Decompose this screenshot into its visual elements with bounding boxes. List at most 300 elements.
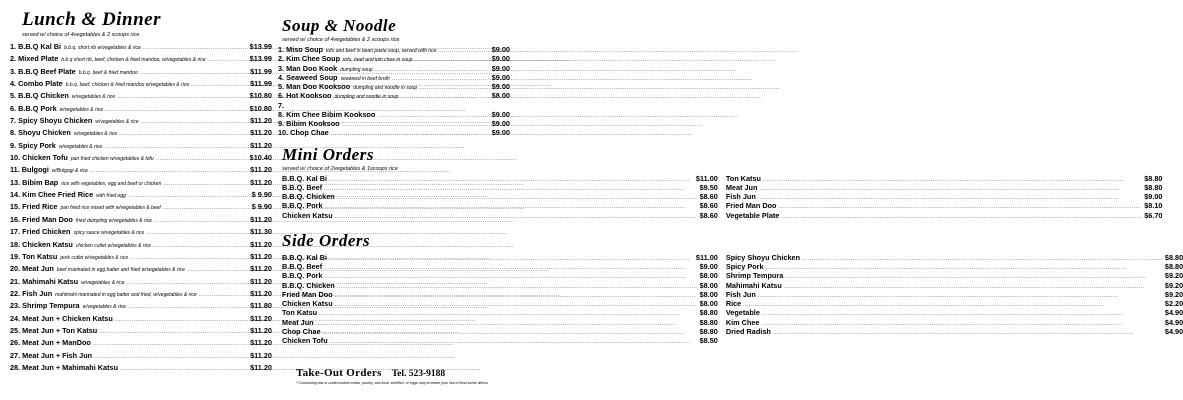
item-name: 7. xyxy=(278,100,285,110)
item-price: $9.00 xyxy=(491,72,510,82)
item-price: $8.00 xyxy=(699,280,718,290)
item-price: $13.99 xyxy=(249,42,272,51)
item-name: Ton Katsu xyxy=(282,308,318,318)
item-name: 11. Bulgogi xyxy=(10,165,49,175)
soup-noodle-title: Soup & Noodle xyxy=(282,16,397,35)
side-order-row xyxy=(726,262,1183,271)
side-order-row xyxy=(282,308,718,317)
item-name: Kim Chee xyxy=(725,317,760,327)
item-price: $2.20 xyxy=(1164,299,1183,308)
mini-orders-left-list xyxy=(282,174,718,220)
item-name: 3. B.B.Q Beef Plate xyxy=(10,66,76,76)
leader-dots xyxy=(342,121,490,130)
leader-dots xyxy=(324,264,697,273)
leader-dots xyxy=(117,91,248,103)
side-orders-grid xyxy=(278,252,1183,346)
item-description: seaweed in beef broth xyxy=(340,75,390,82)
item-name: Vegetable xyxy=(725,308,760,318)
food-safety-note: * Consuming raw or undercooked meats, poultry, sea-food, shellfish, or eggs may increase your risk of food-borne illness xyxy=(296,381,488,385)
item-price: $11.20 xyxy=(250,264,272,274)
leader-dots xyxy=(143,42,248,54)
item-price: $8.80 xyxy=(1164,252,1183,262)
item-price: $11.20 xyxy=(250,313,272,323)
item-price: $9.20 xyxy=(1164,271,1183,281)
item-price: $11.20 xyxy=(250,362,272,372)
mini-orders-grid xyxy=(278,173,1163,220)
item-price: $8.60 xyxy=(699,192,718,201)
item-price: $4.90 xyxy=(1164,317,1183,327)
item-name: Spicy Pork xyxy=(725,262,764,271)
item-name: 21. Mahimahi Katsu xyxy=(10,276,79,286)
item-description: beef marinated in egg batter and fried w/vegetables & rice xyxy=(56,267,185,274)
item-name: B.B.Q. Beef xyxy=(282,262,323,271)
mini-order-row xyxy=(726,174,1163,183)
item-price: $10.80 xyxy=(249,91,272,101)
item-name: B.B.Q. Kal Bi xyxy=(282,173,328,183)
item-price: $11.20 xyxy=(250,325,272,335)
item-description: w/Bulgogi & rice xyxy=(51,168,88,175)
lunch-dinner-title: Lunch & Dinner xyxy=(22,9,161,30)
leader-dots xyxy=(90,165,248,177)
side-order-row xyxy=(282,271,718,280)
item-name: 19. Ton Katsu xyxy=(10,251,58,261)
item-name: 23. Shrimp Tempura xyxy=(10,301,80,311)
leader-dots xyxy=(337,194,698,203)
item-description: w/vegetables & rice xyxy=(73,131,118,138)
item-price: $11.00 xyxy=(695,173,718,183)
item-description: tofu, beef and kim chee in soup xyxy=(343,57,413,64)
lunch-dinner-subtitle: served w/ choice of 4vegetables & 2 scoops rice xyxy=(22,32,140,38)
item-name: Rice xyxy=(725,299,742,308)
item-price: $8.80 xyxy=(1164,262,1183,271)
item-name: B.B.Q. Kal Bi xyxy=(282,252,328,262)
menu-row xyxy=(10,164,272,176)
item-price: $8.60 xyxy=(699,210,718,220)
item-name: B.B.Q. Pork xyxy=(282,201,323,211)
item-price: $11.20 xyxy=(250,288,272,298)
leader-dots xyxy=(153,240,248,252)
item-price: $9.00 xyxy=(1144,192,1163,201)
item-name: Meat Jun xyxy=(282,317,314,327)
menu-row xyxy=(278,82,510,91)
menu-row xyxy=(10,251,272,263)
leader-dots xyxy=(392,75,490,84)
item-name: Fish Jun xyxy=(725,192,756,201)
item-name: 7. Spicy Shoyu Chicken xyxy=(10,116,93,126)
item-price: $9.00 xyxy=(699,262,718,271)
menu-row xyxy=(10,288,272,300)
item-description: dumpling and noodle in soup xyxy=(353,85,418,91)
leader-dots xyxy=(130,252,248,264)
item-name: 20. Meat Jun xyxy=(10,264,54,274)
item-description: b.b.q. short rib w/vegetables & rice xyxy=(64,45,141,51)
leader-dots xyxy=(316,320,698,329)
leader-dots xyxy=(187,264,248,276)
item-price: $4.90 xyxy=(1164,326,1183,336)
leader-dots xyxy=(375,66,490,75)
item-description: w/vegetables & rice xyxy=(58,143,103,150)
menu-row xyxy=(10,127,272,139)
leader-dots xyxy=(140,67,248,79)
item-price: $8.00 xyxy=(699,299,718,308)
item-name: 16. Fried Man Doo xyxy=(10,214,73,224)
leader-dots xyxy=(154,215,248,227)
item-name: Vegetable Plate xyxy=(725,210,780,220)
leader-dots xyxy=(325,203,698,212)
menu-row xyxy=(278,110,510,119)
phone-number: Tel. 523-9188 xyxy=(391,369,446,379)
item-price: $9.00 xyxy=(491,109,510,119)
item-name: Dried Radish xyxy=(725,326,771,336)
leader-dots xyxy=(105,104,248,116)
item-description: pan fried rice mixed with w/vegetables & beef xyxy=(60,205,161,212)
menu-row xyxy=(278,73,510,82)
leader-dots xyxy=(758,194,1142,203)
takeout-block xyxy=(296,367,512,385)
leader-dots xyxy=(377,112,489,121)
leader-dots xyxy=(93,338,248,350)
item-description: b.b.q. beef, chicken & fried mandoo w/vegetables & rice xyxy=(65,82,190,89)
leader-dots xyxy=(759,185,1142,194)
leader-dots xyxy=(331,130,490,139)
item-price: $ 9.90 xyxy=(251,190,272,200)
item-price: $8.00 xyxy=(491,91,510,101)
leader-dots xyxy=(784,283,1163,292)
item-price: $9.00 xyxy=(491,82,510,91)
item-price: $10.80 xyxy=(249,103,272,113)
item-name: B.B.Q. Chicken xyxy=(282,280,335,290)
item-price: $9.00 xyxy=(491,63,510,73)
menu-row xyxy=(278,54,510,63)
item-price: $11.99 xyxy=(250,66,272,76)
side-orders-title: Side Orders xyxy=(282,230,371,250)
side-order-row xyxy=(282,262,718,271)
leader-dots xyxy=(128,190,250,202)
leader-dots xyxy=(766,264,1163,273)
side-order-row xyxy=(282,327,718,336)
leader-dots xyxy=(99,326,248,338)
item-name: 6. B.B.Q Pork xyxy=(10,103,57,113)
item-description: fried dumpling w/vegetables & rice xyxy=(75,217,152,224)
item-price: $9.50 xyxy=(699,182,718,192)
item-price: $8.10 xyxy=(1144,201,1163,211)
menu-row xyxy=(10,226,272,238)
item-name: 28. Meat Jun + Mahimahi Katsu xyxy=(10,362,119,372)
item-price: $11.80 xyxy=(250,301,272,311)
item-description: b.b.q. beef & fried mandoo xyxy=(78,69,138,76)
item-price: $8.60 xyxy=(699,201,718,211)
lunch-dinner-column xyxy=(10,0,272,374)
mini-order-row xyxy=(726,183,1163,192)
side-order-row xyxy=(282,318,718,327)
leader-dots xyxy=(120,363,248,375)
leader-dots xyxy=(115,314,248,326)
leader-dots xyxy=(758,292,1163,301)
leader-dots xyxy=(781,213,1142,222)
leader-dots xyxy=(208,54,248,66)
item-description: b.b.q short rib, beef, chicken & fried mandoo, w/vegetables & rice xyxy=(61,57,206,64)
side-orders-right-list xyxy=(726,253,1183,346)
menu-row xyxy=(10,239,272,251)
leader-dots xyxy=(415,56,490,65)
menu-row xyxy=(10,66,272,78)
item-price: $8.50 xyxy=(699,336,718,345)
item-name: 10. Chicken Tofu xyxy=(10,153,68,163)
leader-dots xyxy=(323,329,698,338)
item-price: $11.00 xyxy=(695,252,718,262)
leader-dots xyxy=(156,153,248,165)
side-order-row xyxy=(282,299,718,308)
menu-row xyxy=(10,263,272,275)
item-name: Spicy Shoyu Chicken xyxy=(725,252,801,262)
item-name: 25. Meat Jun + Ton Katsu xyxy=(10,325,98,335)
leader-dots xyxy=(761,320,1162,329)
side-order-row xyxy=(282,336,718,345)
menu-row xyxy=(10,313,272,325)
menu-row xyxy=(278,91,510,100)
soup-noodle-subtitle: served w/ choice of 4vegetables & 2 scoops rice xyxy=(282,37,400,43)
item-price: $8.00 xyxy=(699,289,718,299)
leader-dots xyxy=(163,202,250,214)
leader-dots xyxy=(330,338,698,347)
menu-row xyxy=(10,177,272,189)
leader-dots xyxy=(199,289,248,301)
item-name: Chicken Katsu xyxy=(282,299,333,308)
side-order-row xyxy=(726,253,1183,262)
leader-dots xyxy=(762,310,1163,319)
mini-orders-subtitle: served w/ choice of 2vegetables & 1scoops rice xyxy=(282,165,398,172)
item-name: Fried Man Doo xyxy=(725,201,777,211)
item-name: 15. Fried Rice xyxy=(10,202,58,212)
leader-dots xyxy=(743,301,1163,310)
item-description: pan fried chicken w/vegetables & tofu xyxy=(70,156,154,163)
item-price: $11.20 xyxy=(250,350,272,360)
item-description: w/vegetables & rice xyxy=(59,106,103,113)
mini-order-row xyxy=(282,211,718,220)
side-order-row xyxy=(726,290,1183,299)
item-name: Meat Jun xyxy=(725,182,758,192)
item-name: Chicken Katsu xyxy=(282,210,333,220)
item-name: 24. Meat Jun + Chicken Katsu xyxy=(10,313,113,323)
side-order-row xyxy=(726,281,1183,290)
item-price: $8.00 xyxy=(699,271,718,281)
item-description: w/vegetables & rice xyxy=(81,279,125,286)
item-name: B.B.Q. Chicken xyxy=(282,192,335,201)
side-orders-left-list xyxy=(282,253,718,346)
leader-dots xyxy=(163,178,248,190)
side-order-row xyxy=(282,281,718,290)
item-name: 6. Hot Kooksoo xyxy=(278,91,332,101)
leader-dots xyxy=(419,84,490,93)
item-price: $11.20 xyxy=(250,214,272,224)
menu-row xyxy=(10,78,272,90)
mini-order-row xyxy=(282,201,718,210)
item-description: tofu and beef in bean paste soup, served with rice xyxy=(326,48,437,54)
item-description: spicy sauce w/vegetables & rice xyxy=(73,230,145,237)
takeout-title: Take-Out Orders xyxy=(296,367,382,379)
menu-row xyxy=(10,115,272,127)
leader-dots xyxy=(763,176,1142,185)
item-name: 5. Man Doo Kooksoo xyxy=(278,82,351,91)
lunch-dinner-list xyxy=(10,41,272,374)
item-name: 1. B.B.Q Kal Bi xyxy=(10,42,62,51)
leader-dots xyxy=(191,79,248,91)
item-name: 22. Fish Jun xyxy=(10,288,53,298)
item-name: 2. Kim Chee Soup xyxy=(278,54,341,64)
menu-row xyxy=(278,119,510,128)
item-price: $8.80 xyxy=(699,308,718,318)
menu-row xyxy=(10,152,272,164)
item-price: $4.90 xyxy=(1164,308,1183,318)
menu-row xyxy=(10,325,272,337)
item-price: $11.20 xyxy=(250,251,272,261)
leader-dots xyxy=(319,310,697,319)
item-name: Ton Katsu xyxy=(725,173,761,183)
leader-dots xyxy=(329,176,694,185)
item-name: Mahimahi Katsu xyxy=(725,280,782,290)
item-name: Fried Man Doo xyxy=(282,289,333,299)
leader-dots xyxy=(325,273,698,282)
item-description: chicken cutlet w/vegetables & rice xyxy=(75,242,151,249)
leader-dots xyxy=(104,141,248,153)
item-name: 4. Seaweed Soup xyxy=(278,72,338,82)
item-description: w/vegetables & rice xyxy=(82,304,126,311)
item-price: $9.00 xyxy=(491,128,510,138)
item-price: $11.20 xyxy=(250,140,272,150)
item-description: pork cutlet w/vegetables & rice xyxy=(60,254,129,261)
item-price: $13.99 xyxy=(249,54,272,64)
menu-row xyxy=(10,201,272,213)
menu-row xyxy=(278,128,510,137)
item-price: $11.20 xyxy=(250,239,272,249)
leader-dots xyxy=(324,185,697,194)
item-name: Chicken Tofu xyxy=(282,336,328,345)
item-name: 5. B.B.Q Chicken xyxy=(10,91,69,101)
item-name: 27. Meat Jun + Fish Jun xyxy=(10,350,93,360)
item-price: $11.20 xyxy=(250,165,272,175)
item-name: 10. Chop Chae xyxy=(278,128,329,138)
mini-order-row xyxy=(726,192,1163,201)
item-name: 9. Spicy Pork xyxy=(10,140,56,150)
item-price: $11.20 xyxy=(250,276,272,286)
leader-dots xyxy=(329,255,694,264)
item-description: dumpling soup xyxy=(340,66,373,73)
mini-orders-title: Mini Orders xyxy=(282,144,374,164)
item-price: $11.20 xyxy=(250,128,272,138)
menu-row xyxy=(10,350,272,362)
menu-row xyxy=(10,276,272,288)
leader-dots xyxy=(337,283,698,292)
side-order-row xyxy=(282,290,718,299)
item-description: mahimahi marinated in egg batter and fried, w/vegetables & rice xyxy=(55,291,197,298)
item-name: 13. Bibim Bap xyxy=(10,177,59,187)
mini-orders-right-list xyxy=(726,174,1163,220)
item-price: $11.99 xyxy=(250,79,272,89)
item-name: 8. Kim Chee Bibim Kooksoo xyxy=(278,109,376,119)
leader-dots xyxy=(335,301,698,310)
menu-row xyxy=(10,140,272,152)
item-price: $9.20 xyxy=(1164,280,1183,290)
item-price: $8.80 xyxy=(1144,182,1163,192)
item-price: $6.70 xyxy=(1144,210,1163,220)
menu-row xyxy=(278,45,510,54)
side-order-row xyxy=(726,318,1183,327)
leader-dots xyxy=(128,301,248,313)
leader-dots xyxy=(400,93,489,102)
item-name: Shrimp Tempura xyxy=(725,271,784,281)
item-description: w/vegetables & rice xyxy=(71,94,116,101)
item-price: $9.00 xyxy=(491,119,510,128)
mini-order-row xyxy=(726,211,1163,220)
item-price: $8.80 xyxy=(699,326,718,336)
side-order-row xyxy=(726,299,1183,308)
menu-row xyxy=(10,53,272,65)
leader-dots xyxy=(126,277,248,289)
side-order-row xyxy=(282,253,718,262)
item-name: 4. Combo Plate xyxy=(10,79,63,89)
item-description: with fried egg xyxy=(96,193,126,200)
item-price: $10.40 xyxy=(249,153,272,163)
item-description: w/vegetables & rice xyxy=(95,119,139,126)
item-price: $11.30 xyxy=(250,227,272,237)
item-price: $9.20 xyxy=(1164,289,1183,299)
item-name: 26. Meat Jun + ManDoo xyxy=(10,338,91,348)
mini-order-row xyxy=(282,174,718,183)
leader-dots xyxy=(335,213,698,222)
item-name: B.B.Q. Pork xyxy=(282,271,323,281)
menu-row xyxy=(10,41,272,53)
leader-dots xyxy=(779,203,1143,212)
menu-row xyxy=(10,189,272,201)
leader-dots xyxy=(119,128,248,140)
item-name: 1. Miso Soup xyxy=(278,45,323,54)
side-order-row xyxy=(726,271,1183,280)
item-price: $9.00 xyxy=(491,45,510,54)
item-description: rice with vegetables, egg and beef or chicken xyxy=(61,180,162,187)
item-price: $11.20 xyxy=(250,338,272,348)
item-name: 8. Shoyu Chicken xyxy=(10,128,71,138)
leader-dots xyxy=(802,255,1163,264)
item-price: $9.00 xyxy=(491,54,510,64)
leader-dots xyxy=(141,116,248,128)
item-name: Chop Chae xyxy=(282,326,321,336)
leader-dots xyxy=(438,47,489,56)
leader-dots xyxy=(773,329,1163,338)
item-name: 3. Man Doo Kook xyxy=(278,63,338,73)
item-name: Fish Jun xyxy=(725,289,756,299)
right-column xyxy=(278,0,1183,345)
mini-order-row xyxy=(282,192,718,201)
menu-row xyxy=(10,90,272,102)
menu-row xyxy=(278,64,510,73)
menu-row xyxy=(10,337,272,349)
mini-order-row xyxy=(282,183,718,192)
item-name: 17. Fried Chicken xyxy=(10,227,71,237)
item-price: $11.20 xyxy=(250,177,272,187)
item-price: $ 9.90 xyxy=(251,202,272,212)
leader-dots xyxy=(146,227,248,239)
item-name: 2. Mixed Plate xyxy=(10,54,59,64)
item-name: 18. Chicken Katsu xyxy=(10,239,73,249)
leader-dots xyxy=(335,292,698,301)
mini-order-row xyxy=(726,201,1163,210)
item-price: $8.80 xyxy=(1144,173,1163,183)
leader-dots xyxy=(785,273,1163,282)
soup-noodle-list xyxy=(278,45,510,138)
menu-row xyxy=(10,214,272,226)
side-order-row xyxy=(726,327,1183,336)
side-order-row xyxy=(726,308,1183,317)
